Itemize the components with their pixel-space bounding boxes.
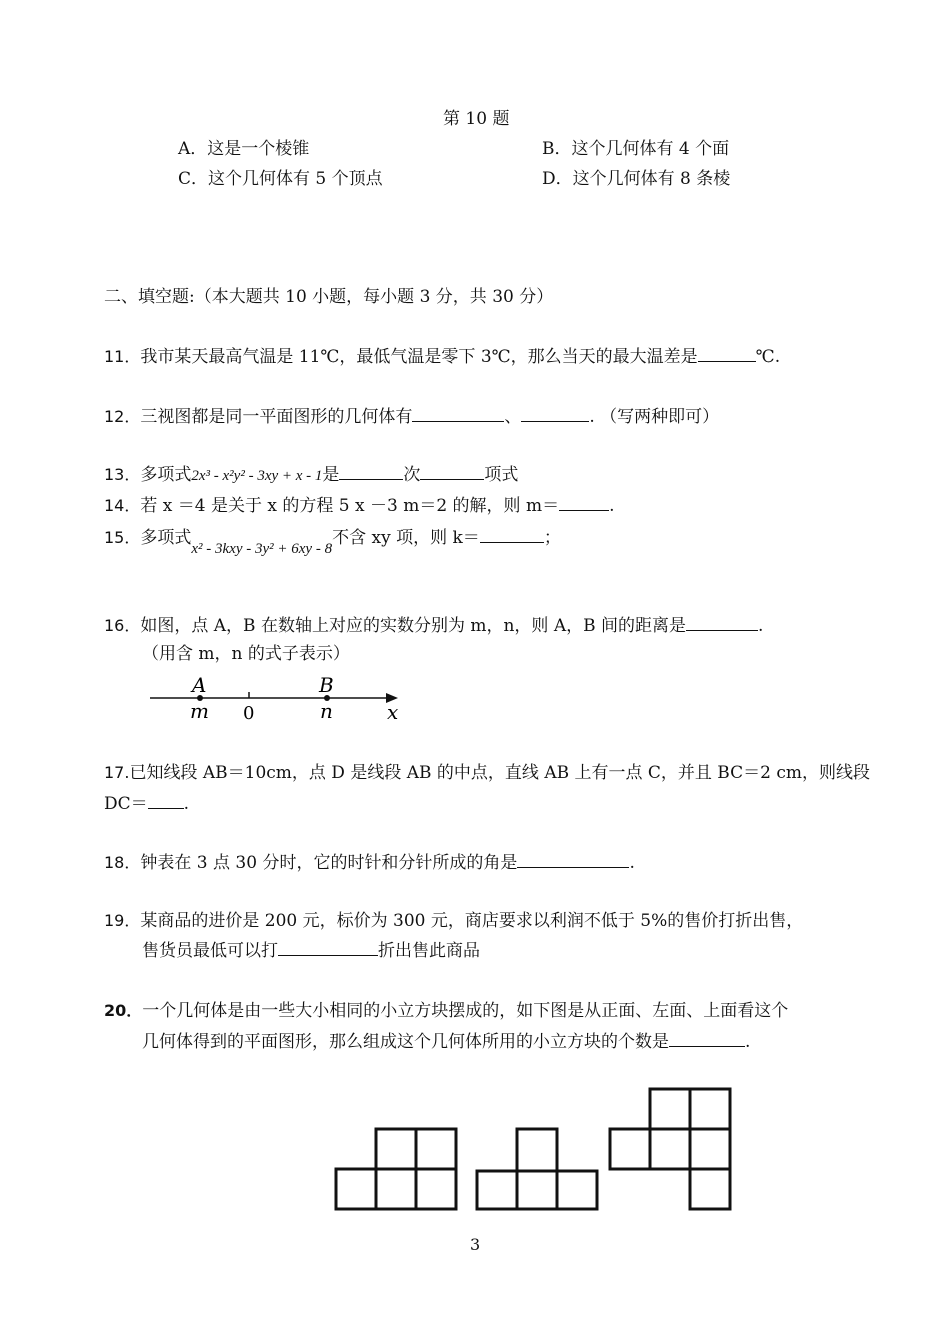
label-b: B bbox=[319, 673, 334, 697]
question-number: 17. bbox=[104, 763, 130, 782]
q18-text: 钟表在 3 点 30 分时，它的时针和分针所成的角是 bbox=[140, 853, 518, 873]
label-m: m bbox=[190, 699, 209, 723]
answer-blank-1[interactable] bbox=[339, 463, 403, 480]
q13-prefix: 多项式 bbox=[140, 465, 192, 485]
question-number: 12． bbox=[104, 407, 141, 426]
question-number: 14． bbox=[104, 496, 141, 515]
answer-blank[interactable] bbox=[698, 345, 756, 362]
question-number: 18． bbox=[104, 853, 141, 872]
answer-blank[interactable] bbox=[686, 614, 758, 631]
q19-text: 某商品的进价是 200 元，标价为 300 元，商店要求以利润不低于 5%的售价打折出售， bbox=[140, 911, 804, 931]
q12-text: 三视图都是同一平面图形的几何体有 bbox=[140, 407, 413, 427]
question-17-line2 bbox=[104, 792, 189, 815]
question-20 bbox=[104, 1000, 788, 1022]
q19-end: 折出售此商品 bbox=[378, 941, 480, 961]
answer-blank[interactable] bbox=[517, 851, 629, 868]
answer-blank[interactable] bbox=[480, 526, 544, 543]
question-number: 16． bbox=[104, 616, 141, 635]
top-view bbox=[610, 1089, 730, 1209]
answer-blank-1[interactable] bbox=[412, 405, 504, 422]
question-number: 20． bbox=[104, 1001, 143, 1020]
q20-text-2: 几何体得到的平面图形，那么组成这个几何体所用的小立方块的个数是 bbox=[142, 1032, 669, 1052]
front-view bbox=[336, 1129, 456, 1209]
q18-end: . bbox=[629, 853, 635, 873]
q10-option-c: C．这个几何体有 5 个顶点 bbox=[178, 169, 383, 189]
q20-end: . bbox=[745, 1032, 751, 1052]
q15-polynomial: x² - 3kxy - 3y² + 6xy - 8 bbox=[191, 541, 333, 557]
q10-caption: 第 10 题 bbox=[443, 109, 510, 129]
q20-text: 一个几何体是由一些大小相同的小立方块摆成的，如下图是从正面、左面、上面看这个 bbox=[142, 1001, 789, 1021]
question-16 bbox=[104, 614, 763, 637]
q17-dc: DC＝ bbox=[104, 794, 148, 814]
left-view bbox=[477, 1129, 597, 1209]
label-n: n bbox=[320, 699, 333, 723]
q13-is: 是 bbox=[322, 465, 340, 485]
question-13 bbox=[104, 463, 518, 487]
q13-polynomial: 2x³ - x²y² - 3xy + x - 1 bbox=[191, 468, 323, 484]
q12-separator: 、 bbox=[504, 407, 522, 427]
q15-prefix: 多项式 bbox=[140, 528, 192, 548]
answer-blank[interactable] bbox=[559, 494, 609, 511]
question-14 bbox=[104, 494, 615, 517]
q19-text-2: 售货员最低可以打 bbox=[142, 941, 278, 961]
page-number: 3 bbox=[470, 1235, 481, 1254]
number-line-figure bbox=[140, 668, 410, 728]
question-number: 11． bbox=[104, 347, 141, 366]
q11-unit: ℃. bbox=[755, 347, 781, 367]
question-19-line2 bbox=[142, 939, 480, 962]
answer-blank[interactable] bbox=[278, 939, 378, 956]
section2-heading: 二、填空题:（本大题共 10 小题，每小题 3 分，共 30 分） bbox=[104, 287, 554, 307]
answer-blank[interactable] bbox=[669, 1030, 745, 1047]
q13-xiangshi: 项式 bbox=[484, 465, 519, 485]
q10-option-b: B．这个几何体有 4 个面 bbox=[542, 139, 730, 159]
answer-blank[interactable] bbox=[148, 792, 184, 809]
q16-end: . bbox=[758, 616, 764, 636]
q16-text: 如图，点 A，B 在数轴上对应的实数分别为 m，n，则 A，B 间的距离是 bbox=[140, 616, 687, 636]
question-17 bbox=[104, 762, 870, 784]
q13-ci: 次 bbox=[403, 465, 421, 485]
question-number: 13． bbox=[104, 465, 141, 484]
label-zero: 0 bbox=[243, 703, 255, 724]
q17-end: . bbox=[183, 794, 190, 814]
q15-text: 不含 xy 项，则 k＝ bbox=[332, 528, 480, 548]
q15-end: ； bbox=[543, 528, 561, 548]
question-15 bbox=[104, 526, 561, 557]
question-12 bbox=[104, 405, 719, 428]
three-views-figure bbox=[330, 1085, 740, 1220]
question-20-line2 bbox=[142, 1030, 750, 1053]
question-11 bbox=[104, 345, 780, 368]
question-number: 19． bbox=[104, 911, 141, 930]
q17-text: 已知线段 AB＝10cm，点 D 是线段 AB 的中点，直线 AB 上有一点 C，并且 BC＝2 cm，则线段 bbox=[129, 763, 870, 783]
q14-text: 若 x ＝4 是关于 x 的方程 5 x －3 m＝2 的解，则 m＝ bbox=[140, 496, 560, 516]
q14-end: . bbox=[609, 496, 615, 516]
q11-text: 我市某天最高气温是 11℃，最低气温是零下 3℃，那么当天的最大温差是 bbox=[140, 347, 698, 367]
question-18 bbox=[104, 851, 635, 874]
answer-blank-2[interactable] bbox=[521, 405, 589, 422]
q10-option-d: D．这个几何体有 8 条棱 bbox=[542, 169, 731, 189]
question-19 bbox=[104, 910, 803, 932]
label-a: A bbox=[192, 673, 207, 697]
q10-option-a: A．这是一个棱锥 bbox=[178, 139, 310, 159]
q12-note: . （写两种即可） bbox=[589, 407, 720, 427]
q16-note: （用含 m，n 的式子表示） bbox=[142, 644, 350, 664]
question-number: 15． bbox=[104, 528, 141, 547]
answer-blank-2[interactable] bbox=[420, 463, 484, 480]
label-x: x bbox=[387, 700, 399, 724]
